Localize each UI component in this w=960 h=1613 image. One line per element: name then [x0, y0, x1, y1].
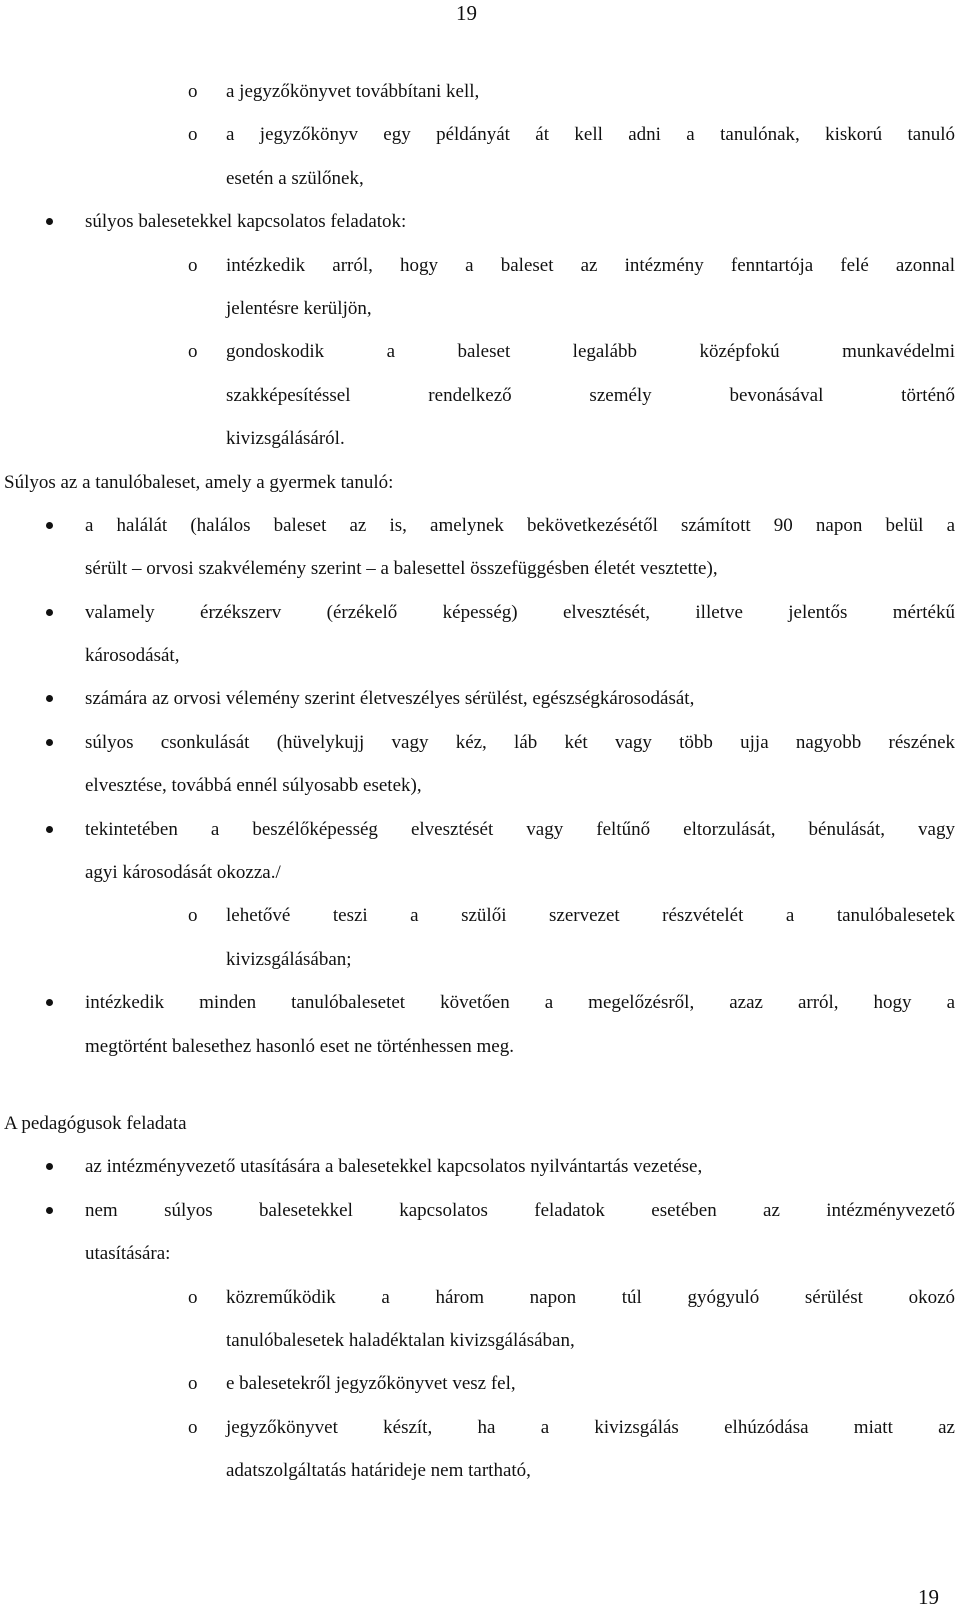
list-text: agyi károsodását okozza./ [85, 862, 281, 884]
list-text: tanulóbalesetek haladéktalan kivizsgálásában, [226, 1329, 575, 1351]
list-text: jegyzőkönyvet készít, ha a kivizsgálás elhúzódása miatt az [226, 1416, 955, 1438]
list-text: elvesztése, továbbá ennél súlyosabb esetek), [85, 775, 422, 797]
list-text: az intézményvezető utasítására a balesetekkel kapcsolatos nyilvántartás vezetése, [85, 1156, 703, 1178]
bullet-icon [46, 1207, 53, 1214]
list-text: nem súlyos balesetekkel kapcsolatos feladatok esetében az intézményvezető [85, 1199, 955, 1221]
sub-list-item [0, 1406, 960, 1449]
list-text: megtörtént balesethez hasonló eset ne történhessen meg. [85, 1035, 514, 1057]
severe-heading: Súlyos az a tanulóbaleset, amely a gyermek tanuló: [4, 471, 394, 493]
list-text: intézkedik arról, hogy a baleset az intézmény fenntartója felé azonnal [226, 254, 955, 276]
paragraph [0, 1102, 960, 1145]
sub-list-marker: o [188, 124, 198, 146]
list-text: számára az orvosi vélemény szerint életveszélyes sérülést, egészségkárosodását, [85, 688, 695, 710]
bullet-icon [46, 1163, 53, 1170]
list-text: adatszolgáltatás határideje nem tartható, [226, 1460, 531, 1482]
list-item [0, 1189, 960, 1232]
bullet-icon [46, 999, 53, 1006]
list-item [0, 1145, 960, 1188]
sub-list-item [0, 113, 960, 156]
list-text: utasítására: [85, 1243, 171, 1265]
document-body [0, 70, 960, 1493]
list-text: szakképesítéssel rendelkező személy bevonásával történő [226, 384, 955, 406]
page-number-bottom: 19 [918, 1585, 939, 1609]
bullet-icon [46, 218, 53, 225]
sub-list-item [0, 70, 960, 113]
list-text: közreműködik a három napon túl gyógyuló sérülést okozó [226, 1286, 955, 1308]
list-text: kivizsgálásáról. [226, 428, 345, 450]
bullet-icon [46, 695, 53, 702]
list-text: károsodását, [85, 645, 180, 667]
paragraph [0, 461, 960, 504]
list-item [0, 200, 960, 243]
list-item [0, 808, 960, 851]
sub-list-item [0, 894, 960, 937]
sub-list-marker: o [188, 905, 198, 927]
list-text: súlyos balesetekkel kapcsolatos feladatok: [85, 211, 407, 233]
list-text: kivizsgálásában; [226, 948, 352, 970]
list-text: a halálát (halálos baleset az is, amelynek bekövetkezésétől számított 90 napon belül a [85, 514, 955, 536]
list-text: a jegyzőkönyvet továbbítani kell, [226, 81, 480, 102]
sub-list-marker: o [188, 1416, 198, 1438]
list-item [0, 591, 960, 634]
list-item [0, 677, 960, 720]
sub-list-item [0, 1362, 960, 1405]
sub-list-item [0, 244, 960, 287]
sub-list-marker: o [188, 341, 198, 363]
list-text: jelentésre kerüljön, [226, 297, 372, 319]
list-text: a jegyzőkönyv egy példányát át kell adni a tanulónak, kiskorú tanuló [226, 124, 955, 146]
list-text: sérült – orvosi szakvélemény szerint – a balesettel összefüggésben életét vesztette), [85, 558, 718, 580]
list-text: tekintetében a beszélőképesség elvesztését vagy feltűnő eltorzulását, bénulását, vagy [85, 818, 955, 840]
list-text: gondoskodik a baleset legalább középfokú munkavédelmi [226, 341, 955, 363]
sub-list-marker: o [188, 81, 198, 102]
bullet-icon [46, 739, 53, 746]
list-text: esetén a szülőnek, [226, 167, 364, 189]
sub-list-item [0, 330, 960, 373]
sub-list-marker: o [188, 1286, 198, 1308]
list-text: valamely érzékszerv (érzékelő képesség) elvesztését, illetve jelentős mértékű [85, 601, 955, 623]
bullet-icon [46, 522, 53, 529]
list-text: intézkedik minden tanulóbalesetet követően a megelőzésről, azaz arról, hogy a [85, 992, 955, 1014]
list-item [0, 721, 960, 764]
bullet-icon [46, 609, 53, 616]
sub-list-marker: o [188, 1373, 198, 1395]
sub-list-marker: o [188, 254, 198, 276]
list-item [0, 981, 960, 1024]
list-text: lehetővé teszi a szülői szervezet részvételét a tanulóbalesetek [226, 905, 955, 927]
list-item [0, 504, 960, 547]
list-text: súlyos csonkulását (hüvelykujj vagy kéz, láb két vagy több ujja nagyobb részének [85, 731, 955, 753]
section-heading: A pedagógusok feladata [4, 1112, 187, 1134]
sub-list-item [0, 1276, 960, 1319]
page-number-top: 19 [456, 1, 477, 25]
bullet-icon [46, 826, 53, 833]
list-text: e balesetekről jegyzőkönyvet vesz fel, [226, 1373, 516, 1395]
